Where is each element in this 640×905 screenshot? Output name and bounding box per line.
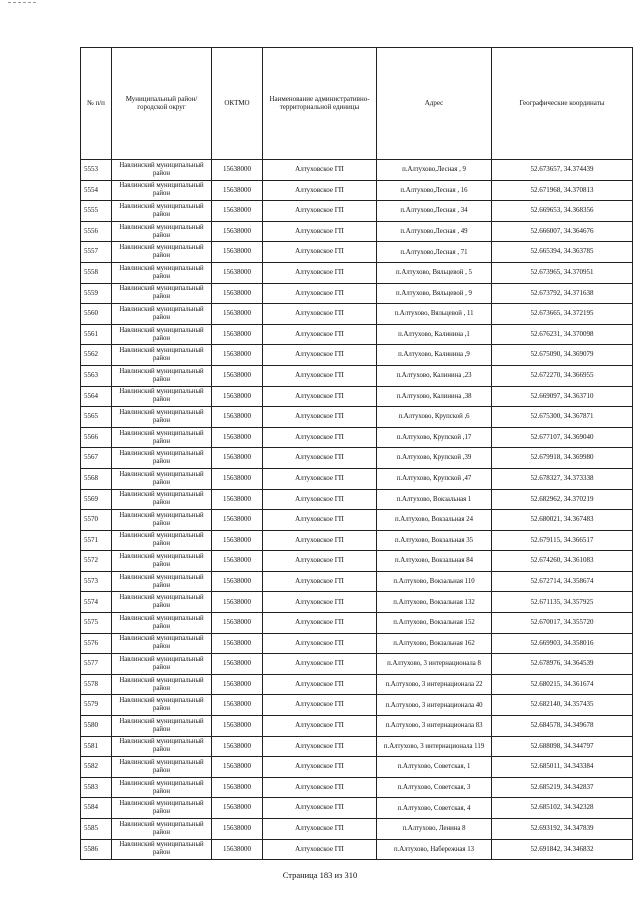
cell-coords: 52.682140, 34.357435 <box>492 695 633 716</box>
cell-num: 5585 <box>81 819 112 840</box>
cell-coords: 52.676231, 34.370098 <box>492 324 633 345</box>
cell-oktmo: 15638000 <box>212 365 263 386</box>
cell-num: 5578 <box>81 674 112 695</box>
table-row <box>81 551 633 572</box>
cell-address: п.Алтухово, 3 интернационала 119 <box>377 736 492 757</box>
cell-address: п.Алтухово, Советская, 4 <box>377 798 492 819</box>
cell-num: 5563 <box>81 365 112 386</box>
cell-oktmo: 15638000 <box>212 798 263 819</box>
cell-coords: 52.671968, 34.370813 <box>492 180 633 201</box>
cell-municipality: Навлинский муниципальный район <box>112 489 212 510</box>
cell-municipality: Навлинский муниципальный район <box>112 324 212 345</box>
table-row <box>81 571 633 592</box>
cell-address: п.Алтухово, Крупской ,17 <box>377 427 492 448</box>
cell-oktmo: 15638000 <box>212 201 263 222</box>
cell-municipality: Навлинский муниципальный район <box>112 386 212 407</box>
cell-oktmo: 15638000 <box>212 592 263 613</box>
cell-address: п.Алтухово, Калинина ,23 <box>377 365 492 386</box>
table-row <box>81 448 633 469</box>
table-row <box>81 304 633 325</box>
cell-municipality: Навлинский муниципальный район <box>112 345 212 366</box>
table-row <box>81 365 633 386</box>
cell-oktmo: 15638000 <box>212 242 263 263</box>
cell-coords: 52.673657, 34.374439 <box>492 160 633 181</box>
cell-coords: 52.675090, 34.369079 <box>492 345 633 366</box>
cell-num: 5566 <box>81 427 112 448</box>
cell-address: п.Алтухово, Ленина 8 <box>377 819 492 840</box>
cell-municipality: Навлинский муниципальный район <box>112 180 212 201</box>
cell-admin-unit: Алтуховское ГП <box>263 571 377 592</box>
cell-admin-unit: Алтуховское ГП <box>263 283 377 304</box>
cell-admin-unit: Алтуховское ГП <box>263 386 377 407</box>
cell-address: п.Алтухово, Крупской ,6 <box>377 407 492 428</box>
cell-address: п.Алтухово, Вокзальная 152 <box>377 613 492 634</box>
table-row <box>81 695 633 716</box>
cell-num: 5570 <box>81 510 112 531</box>
cell-oktmo: 15638000 <box>212 633 263 654</box>
cell-oktmo: 15638000 <box>212 530 263 551</box>
cell-admin-unit: Алтуховское ГП <box>263 242 377 263</box>
cell-address: п.Алтухово, Калинина ,38 <box>377 386 492 407</box>
table-row <box>81 798 633 819</box>
cell-oktmo: 15638000 <box>212 386 263 407</box>
cell-municipality: Навлинский муниципальный район <box>112 798 212 819</box>
cell-municipality: Навлинский муниципальный район <box>112 427 212 448</box>
table-row <box>81 716 633 737</box>
cell-num: 5561 <box>81 324 112 345</box>
cell-address: п.Алтухово, Советская, 3 <box>377 777 492 798</box>
table-row <box>81 345 633 366</box>
cell-address: п.Алтухово, Вокзальная 110 <box>377 571 492 592</box>
cell-oktmo: 15638000 <box>212 489 263 510</box>
table-row <box>81 180 633 201</box>
cell-admin-unit: Алтуховское ГП <box>263 407 377 428</box>
cell-num: 5565 <box>81 407 112 428</box>
cell-address: п.Алтухово, Калинина ,1 <box>377 324 492 345</box>
cell-address: п.Алтухово, Вокзальная 84 <box>377 551 492 572</box>
cell-coords: 52.691842, 34.346832 <box>492 839 633 860</box>
cell-coords: 52.679918, 34.369980 <box>492 448 633 469</box>
cell-admin-unit: Алтуховское ГП <box>263 180 377 201</box>
cell-oktmo: 15638000 <box>212 654 263 675</box>
table-row <box>81 324 633 345</box>
cell-coords: 52.675300, 34.367871 <box>492 407 633 428</box>
cell-admin-unit: Алтуховское ГП <box>263 510 377 531</box>
cell-municipality: Навлинский муниципальный район <box>112 283 212 304</box>
cell-admin-unit: Алтуховское ГП <box>263 695 377 716</box>
cell-oktmo: 15638000 <box>212 757 263 778</box>
cell-oktmo: 15638000 <box>212 551 263 572</box>
table-row <box>81 736 633 757</box>
cell-coords: 52.680215, 34.361674 <box>492 674 633 695</box>
cell-oktmo: 15638000 <box>212 777 263 798</box>
cell-address: п.Алтухово, Вокзальная 162 <box>377 633 492 654</box>
cell-address: п.Алтухово, Вяльцевой , 9 <box>377 283 492 304</box>
table-row <box>81 221 633 242</box>
cell-municipality: Навлинский муниципальный район <box>112 613 212 634</box>
cell-admin-unit: Алтуховское ГП <box>263 201 377 222</box>
cell-oktmo: 15638000 <box>212 283 263 304</box>
cell-municipality: Навлинский муниципальный район <box>112 510 212 531</box>
cell-num: 5579 <box>81 695 112 716</box>
cell-admin-unit: Алтуховское ГП <box>263 345 377 366</box>
cell-coords: 52.674260, 34.361083 <box>492 551 633 572</box>
cell-oktmo: 15638000 <box>212 180 263 201</box>
header-municipality: Муниципальный район/городской округ <box>112 48 212 160</box>
cell-oktmo: 15638000 <box>212 674 263 695</box>
cell-address: п.Алтухово, Набережная 13 <box>377 839 492 860</box>
header-address: Адрес <box>377 48 492 160</box>
cell-municipality: Навлинский муниципальный район <box>112 468 212 489</box>
cell-address: п.Алтухово, Крупской ,47 <box>377 468 492 489</box>
cell-num: 5583 <box>81 777 112 798</box>
cell-admin-unit: Алтуховское ГП <box>263 592 377 613</box>
cell-num: 5575 <box>81 613 112 634</box>
cell-oktmo: 15638000 <box>212 839 263 860</box>
page-number: Страница 183 из 310 <box>282 870 358 880</box>
cell-coords: 52.678327, 34.373338 <box>492 468 633 489</box>
table-row <box>81 262 633 283</box>
cell-address: п.Алтухово,Лесная , 16 <box>377 180 492 201</box>
cell-municipality: Навлинский муниципальный район <box>112 201 212 222</box>
cell-num: 5584 <box>81 798 112 819</box>
header-num: № п/п <box>81 48 112 160</box>
cell-admin-unit: Алтуховское ГП <box>263 777 377 798</box>
cell-num: 5573 <box>81 571 112 592</box>
cell-admin-unit: Алтуховское ГП <box>263 160 377 181</box>
cell-admin-unit: Алтуховское ГП <box>263 427 377 448</box>
cell-oktmo: 15638000 <box>212 345 263 366</box>
cell-address: п.Алтухово, Вяльцевой , 11 <box>377 304 492 325</box>
cell-municipality: Навлинский муниципальный район <box>112 262 212 283</box>
cell-municipality: Навлинский муниципальный район <box>112 242 212 263</box>
cell-admin-unit: Алтуховское ГП <box>263 448 377 469</box>
cell-coords: 52.670017, 34.355720 <box>492 613 633 634</box>
table-row <box>81 489 633 510</box>
cell-admin-unit: Алтуховское ГП <box>263 489 377 510</box>
cell-municipality: Навлинский муниципальный район <box>112 633 212 654</box>
cell-municipality: Навлинский муниципальный район <box>112 221 212 242</box>
cell-num: 5567 <box>81 448 112 469</box>
cell-admin-unit: Алтуховское ГП <box>263 819 377 840</box>
cell-municipality: Навлинский муниципальный район <box>112 736 212 757</box>
header-row <box>81 48 633 160</box>
table-row <box>81 427 633 448</box>
cell-num: 5562 <box>81 345 112 366</box>
table-row <box>81 407 633 428</box>
cell-num: 5555 <box>81 201 112 222</box>
cell-oktmo: 15638000 <box>212 819 263 840</box>
cell-coords: 52.669097, 34.363710 <box>492 386 633 407</box>
cell-num: 5581 <box>81 736 112 757</box>
table-row <box>81 777 633 798</box>
cell-coords: 52.673965, 34.370951 <box>492 262 633 283</box>
cell-num: 5558 <box>81 262 112 283</box>
cell-admin-unit: Алтуховское ГП <box>263 839 377 860</box>
cell-municipality: Навлинский муниципальный район <box>112 530 212 551</box>
cell-coords: 52.684578, 34.349678 <box>492 716 633 737</box>
cell-num: 5580 <box>81 716 112 737</box>
cell-oktmo: 15638000 <box>212 510 263 531</box>
cell-address: п.Алтухово, Вокзальная 1 <box>377 489 492 510</box>
table-body <box>81 160 633 860</box>
cell-oktmo: 15638000 <box>212 448 263 469</box>
cell-coords: 52.685102, 34.342328 <box>492 798 633 819</box>
cell-admin-unit: Алтуховское ГП <box>263 530 377 551</box>
table-row <box>81 242 633 263</box>
cell-coords: 52.672714, 34.358674 <box>492 571 633 592</box>
cell-admin-unit: Алтуховское ГП <box>263 654 377 675</box>
table-row <box>81 386 633 407</box>
cell-coords: 52.682962, 34.370219 <box>492 489 633 510</box>
cell-municipality: Навлинский муниципальный район <box>112 654 212 675</box>
cell-oktmo: 15638000 <box>212 304 263 325</box>
cell-admin-unit: Алтуховское ГП <box>263 468 377 489</box>
cell-coords: 52.678976, 34.364539 <box>492 654 633 675</box>
cell-address: п.Алтухово, 3 интернационала 22 <box>377 674 492 695</box>
cell-oktmo: 15638000 <box>212 736 263 757</box>
table-row <box>81 613 633 634</box>
cell-admin-unit: Алтуховское ГП <box>263 757 377 778</box>
cell-coords: 52.672270, 34.366955 <box>492 365 633 386</box>
header-coords: Географические координаты <box>492 48 633 160</box>
cell-admin-unit: Алтуховское ГП <box>263 262 377 283</box>
table-row <box>81 530 633 551</box>
table-row <box>81 839 633 860</box>
cell-num: 5556 <box>81 221 112 242</box>
cell-municipality: Навлинский муниципальный район <box>112 551 212 572</box>
cell-coords: 52.669903, 34.358016 <box>492 633 633 654</box>
scan-corner-mark <box>8 2 36 4</box>
cell-municipality: Навлинский муниципальный район <box>112 757 212 778</box>
cell-oktmo: 15638000 <box>212 695 263 716</box>
cell-num: 5553 <box>81 160 112 181</box>
cell-coords: 52.671135, 34.357925 <box>492 592 633 613</box>
table-row <box>81 160 633 181</box>
cell-coords: 52.679115, 34.366517 <box>492 530 633 551</box>
cell-coords: 52.665394, 34.363785 <box>492 242 633 263</box>
cell-oktmo: 15638000 <box>212 324 263 345</box>
cell-address: п.Алтухово, Вокзальная 132 <box>377 592 492 613</box>
cell-num: 5574 <box>81 592 112 613</box>
cell-admin-unit: Алтуховское ГП <box>263 613 377 634</box>
cell-coords: 52.669653, 34.368356 <box>492 201 633 222</box>
cell-admin-unit: Алтуховское ГП <box>263 304 377 325</box>
cell-admin-unit: Алтуховское ГП <box>263 716 377 737</box>
cell-admin-unit: Алтуховское ГП <box>263 221 377 242</box>
cell-num: 5569 <box>81 489 112 510</box>
table-row <box>81 819 633 840</box>
cell-address: п.Алтухово,Лесная , 9 <box>377 160 492 181</box>
cell-address: п.Алтухово,Лесная , 71 <box>377 242 492 263</box>
cell-address: п.Алтухово,Лесная , 49 <box>377 221 492 242</box>
cell-coords: 52.688098, 34.344797 <box>492 736 633 757</box>
cell-address: п.Алтухово, Советская, 1 <box>377 757 492 778</box>
table-row <box>81 633 633 654</box>
cell-coords: 52.673665, 34.372195 <box>492 304 633 325</box>
cell-num: 5577 <box>81 654 112 675</box>
cell-oktmo: 15638000 <box>212 468 263 489</box>
cell-municipality: Навлинский муниципальный район <box>112 777 212 798</box>
table-row <box>81 674 633 695</box>
cell-municipality: Навлинский муниципальный район <box>112 160 212 181</box>
cell-coords: 52.685219, 34.342837 <box>492 777 633 798</box>
cell-num: 5559 <box>81 283 112 304</box>
cell-oktmo: 15638000 <box>212 407 263 428</box>
cell-coords: 52.685011, 34.343384 <box>492 757 633 778</box>
registry-table <box>80 47 633 860</box>
table-row <box>81 283 633 304</box>
table-row <box>81 757 633 778</box>
table-row <box>81 592 633 613</box>
cell-address: п.Алтухово, 3 интернационала 8 <box>377 654 492 675</box>
cell-oktmo: 15638000 <box>212 427 263 448</box>
table-header <box>81 48 633 160</box>
cell-num: 5554 <box>81 180 112 201</box>
cell-municipality: Навлинский муниципальный район <box>112 365 212 386</box>
cell-municipality: Навлинский муниципальный район <box>112 819 212 840</box>
cell-oktmo: 15638000 <box>212 571 263 592</box>
cell-admin-unit: Алтуховское ГП <box>263 365 377 386</box>
cell-num: 5557 <box>81 242 112 263</box>
cell-admin-unit: Алтуховское ГП <box>263 551 377 572</box>
header-admin-unit: Наименование административно-территориальной единицы <box>263 48 377 160</box>
cell-municipality: Навлинский муниципальный район <box>112 674 212 695</box>
table-row <box>81 510 633 531</box>
cell-municipality: Навлинский муниципальный район <box>112 716 212 737</box>
cell-municipality: Навлинский муниципальный район <box>112 839 212 860</box>
cell-municipality: Навлинский муниципальный район <box>112 407 212 428</box>
cell-municipality: Навлинский муниципальный район <box>112 448 212 469</box>
cell-oktmo: 15638000 <box>212 716 263 737</box>
table-row <box>81 468 633 489</box>
cell-municipality: Навлинский муниципальный район <box>112 571 212 592</box>
cell-address: п.Алтухово, 3 интернационала 83 <box>377 716 492 737</box>
cell-coords: 52.673792, 34.371638 <box>492 283 633 304</box>
cell-address: п.Алтухово, 3 интернационала 40 <box>377 695 492 716</box>
cell-num: 5572 <box>81 551 112 572</box>
cell-address: п.Алтухово, Вяльцевой , 5 <box>377 262 492 283</box>
cell-address: п.Алтухово, Крупской ,39 <box>377 448 492 469</box>
cell-num: 5571 <box>81 530 112 551</box>
cell-admin-unit: Алтуховское ГП <box>263 674 377 695</box>
cell-municipality: Навлинский муниципальный район <box>112 695 212 716</box>
cell-num: 5564 <box>81 386 112 407</box>
cell-oktmo: 15638000 <box>212 262 263 283</box>
cell-admin-unit: Алтуховское ГП <box>263 736 377 757</box>
cell-address: п.Алтухово, Вокзальная 35 <box>377 530 492 551</box>
cell-address: п.Алтухово, Вокзальная 24 <box>377 510 492 531</box>
cell-oktmo: 15638000 <box>212 613 263 634</box>
cell-admin-unit: Алтуховское ГП <box>263 633 377 654</box>
cell-admin-unit: Алтуховское ГП <box>263 324 377 345</box>
cell-municipality: Навлинский муниципальный район <box>112 592 212 613</box>
cell-admin-unit: Алтуховское ГП <box>263 798 377 819</box>
table-row <box>81 654 633 675</box>
cell-coords: 52.677107, 34.369040 <box>492 427 633 448</box>
cell-coords: 52.693192, 34.347839 <box>492 819 633 840</box>
cell-oktmo: 15638000 <box>212 160 263 181</box>
header-oktmo: ОКТМО <box>212 48 263 160</box>
cell-num: 5568 <box>81 468 112 489</box>
cell-num: 5582 <box>81 757 112 778</box>
cell-coords: 52.680021, 34.367483 <box>492 510 633 531</box>
cell-address: п.Алтухово, Калинина ,9 <box>377 345 492 366</box>
cell-num: 5586 <box>81 839 112 860</box>
cell-coords: 52.666007, 34.364676 <box>492 221 633 242</box>
cell-municipality: Навлинский муниципальный район <box>112 304 212 325</box>
cell-num: 5576 <box>81 633 112 654</box>
cell-oktmo: 15638000 <box>212 221 263 242</box>
cell-num: 5560 <box>81 304 112 325</box>
table-row <box>81 201 633 222</box>
cell-address: п.Алтухово,Лесная , 34 <box>377 201 492 222</box>
